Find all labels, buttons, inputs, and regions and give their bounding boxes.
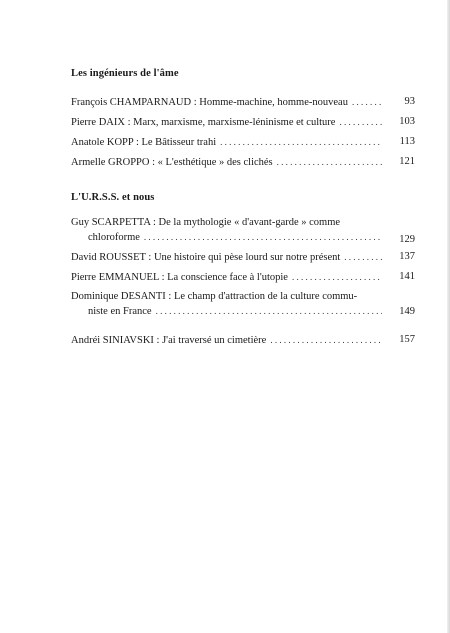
section-title-ingenieurs: Les ingénieurs de l'âme	[71, 68, 179, 79]
dot-leader	[220, 135, 382, 150]
toc-entry-text: Guy SCARPETTA : De la mythologie « d'avant-garde » comme	[71, 217, 341, 228]
toc-page-number: 113	[399, 136, 415, 147]
toc-entry-rousset	[71, 250, 386, 265]
toc-page-number: 129	[399, 234, 415, 245]
toc-page-number: 137	[399, 251, 415, 262]
toc-page-number: 149	[399, 306, 415, 317]
toc-entry-text: Pierre DAIX : Marx, marxisme, marxisme-léninisme et culture	[71, 117, 336, 128]
dot-leader	[156, 304, 382, 319]
toc-entry-scarpetta	[71, 216, 386, 245]
toc-entry-daix	[71, 115, 386, 130]
toc-entry-text: Anatole KOPP : Le Bâtisseur trahi	[71, 137, 217, 148]
toc-entry-champarnaud	[71, 95, 386, 110]
toc-entry-kopp	[71, 135, 386, 150]
dot-leader	[144, 230, 382, 245]
dot-leader	[344, 250, 382, 265]
toc-page-number: 157	[399, 334, 415, 345]
toc-entry-text: Andréi SINIAVSKI : J'ai traversé un cimetière	[71, 335, 267, 346]
dot-leader	[352, 95, 382, 110]
toc-page-number: 121	[399, 156, 415, 167]
toc-entry-text-continued: chloroforme	[88, 232, 140, 243]
toc-entry-text: Armelle GROPPO : « L'esthétique » des clichés	[71, 157, 273, 168]
toc-entry-groppo	[71, 155, 386, 170]
toc-entry-text: Pierre EMMANUEL : La conscience face à l'utopie	[71, 272, 288, 283]
toc-entry-desanti	[71, 290, 386, 319]
section-title-urss: L'U.R.S.S. et nous	[71, 192, 155, 203]
dot-leader	[339, 115, 382, 130]
toc-entry-text-continued: niste en France	[88, 306, 152, 317]
toc-entry-text: David ROUSSET : Une histoire qui pèse lourd sur notre présent	[71, 252, 341, 263]
toc-entry-text: Dominique DESANTI : Le champ d'attraction de la culture commu-	[71, 291, 358, 302]
toc-page-number: 103	[399, 116, 415, 127]
toc-page-number: 93	[404, 96, 415, 107]
dot-leader	[292, 270, 382, 285]
dot-leader	[270, 333, 382, 348]
toc-page-number: 141	[399, 271, 415, 282]
toc-entry-siniavski	[71, 333, 386, 348]
toc-entry-text: François CHAMPARNAUD : Homme-machine, homme-nouveau	[71, 97, 348, 108]
dot-leader	[277, 155, 382, 170]
toc-entry-emmanuel	[71, 270, 386, 285]
